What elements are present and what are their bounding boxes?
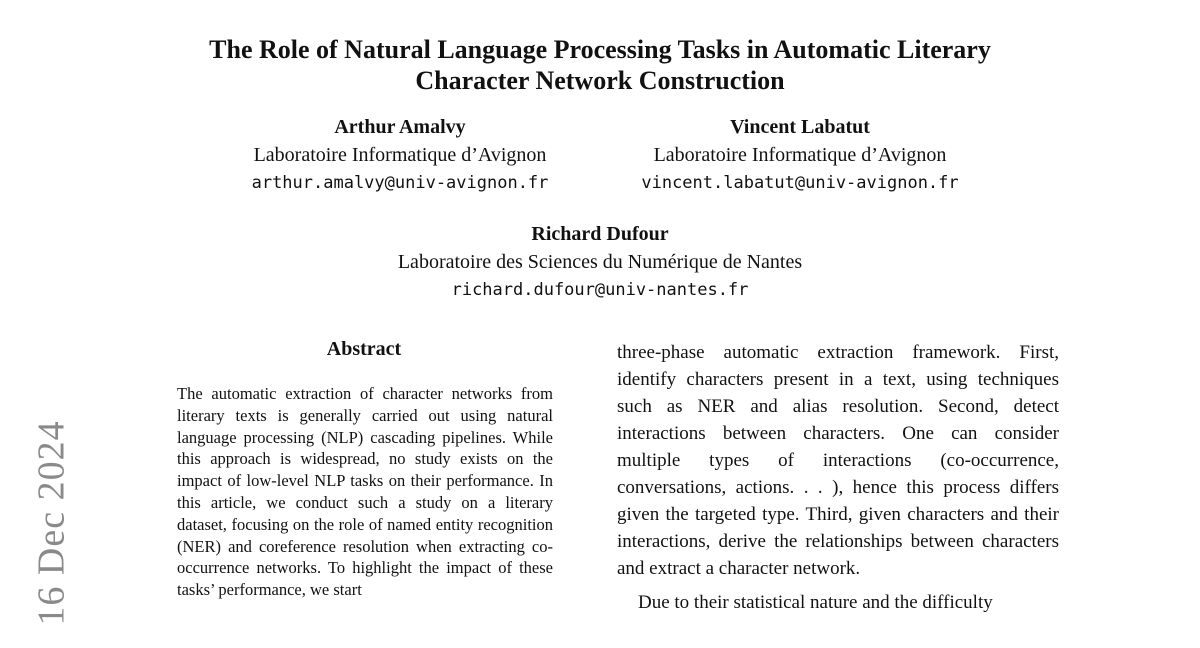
arxiv-date-stamp <box>12 418 92 628</box>
body-column-right <box>617 339 1059 616</box>
author-email: vincent.labatut@univ-avignon.fr <box>641 173 959 193</box>
title-line-2: Character Network Construction <box>415 66 785 95</box>
title-line-1: The Role of Natural Language Processing Tasks in Automatic Literary <box>209 35 991 64</box>
paper-title <box>150 34 1050 96</box>
author-affiliation: Laboratoire des Sciences du Numérique de Nantes <box>397 251 803 273</box>
abstract-heading: Abstract <box>326 338 402 360</box>
author-block-2 <box>600 113 1000 197</box>
author-affiliation: Laboratoire Informatique d’Avignon <box>253 144 547 166</box>
author-block-3 <box>300 220 900 304</box>
author-affiliation: Laboratoire Informatique d’Avignon <box>653 144 947 166</box>
author-email: arthur.amalvy@univ-avignon.fr <box>251 173 549 193</box>
author-name: Richard Dufour <box>531 223 669 245</box>
arxiv-date-text: 16 Dec 2024 <box>31 420 73 626</box>
abstract-text: The automatic extraction of character networks from literary texts is generally carried out using natural language processing (NLP) cascading pipelines. While this approach is widespread, no study exists on the impact of low-level NLP tasks on their performance. In this article, we conduct such a study on a literary dataset, focusing on the role of named entity recognition (NER) and coreference resolution when extracting co-occurrence networks. To highlight the impact of these tasks’ performance, we start <box>177 384 553 600</box>
author-block-1 <box>200 113 600 197</box>
author-email: richard.dufour@univ-nantes.fr <box>451 280 749 300</box>
author-name: Vincent Labatut <box>730 116 870 138</box>
author-name: Arthur Amalvy <box>334 116 466 138</box>
body-paragraph-2: Due to their statistical nature and the difficulty <box>638 592 993 613</box>
body-paragraph-1: three-phase automatic extraction framework. First, identify characters present in a text, using techniques such as NER and alias resolution. Second, detect interactions between characters. One can consider multiple types of interactions (co-occurrence, conversations, actions. . . ), hence this process differs given the targeted type. Third, given characters and their interactions, derive the relationships between characters and extract a character network. <box>617 342 1059 579</box>
